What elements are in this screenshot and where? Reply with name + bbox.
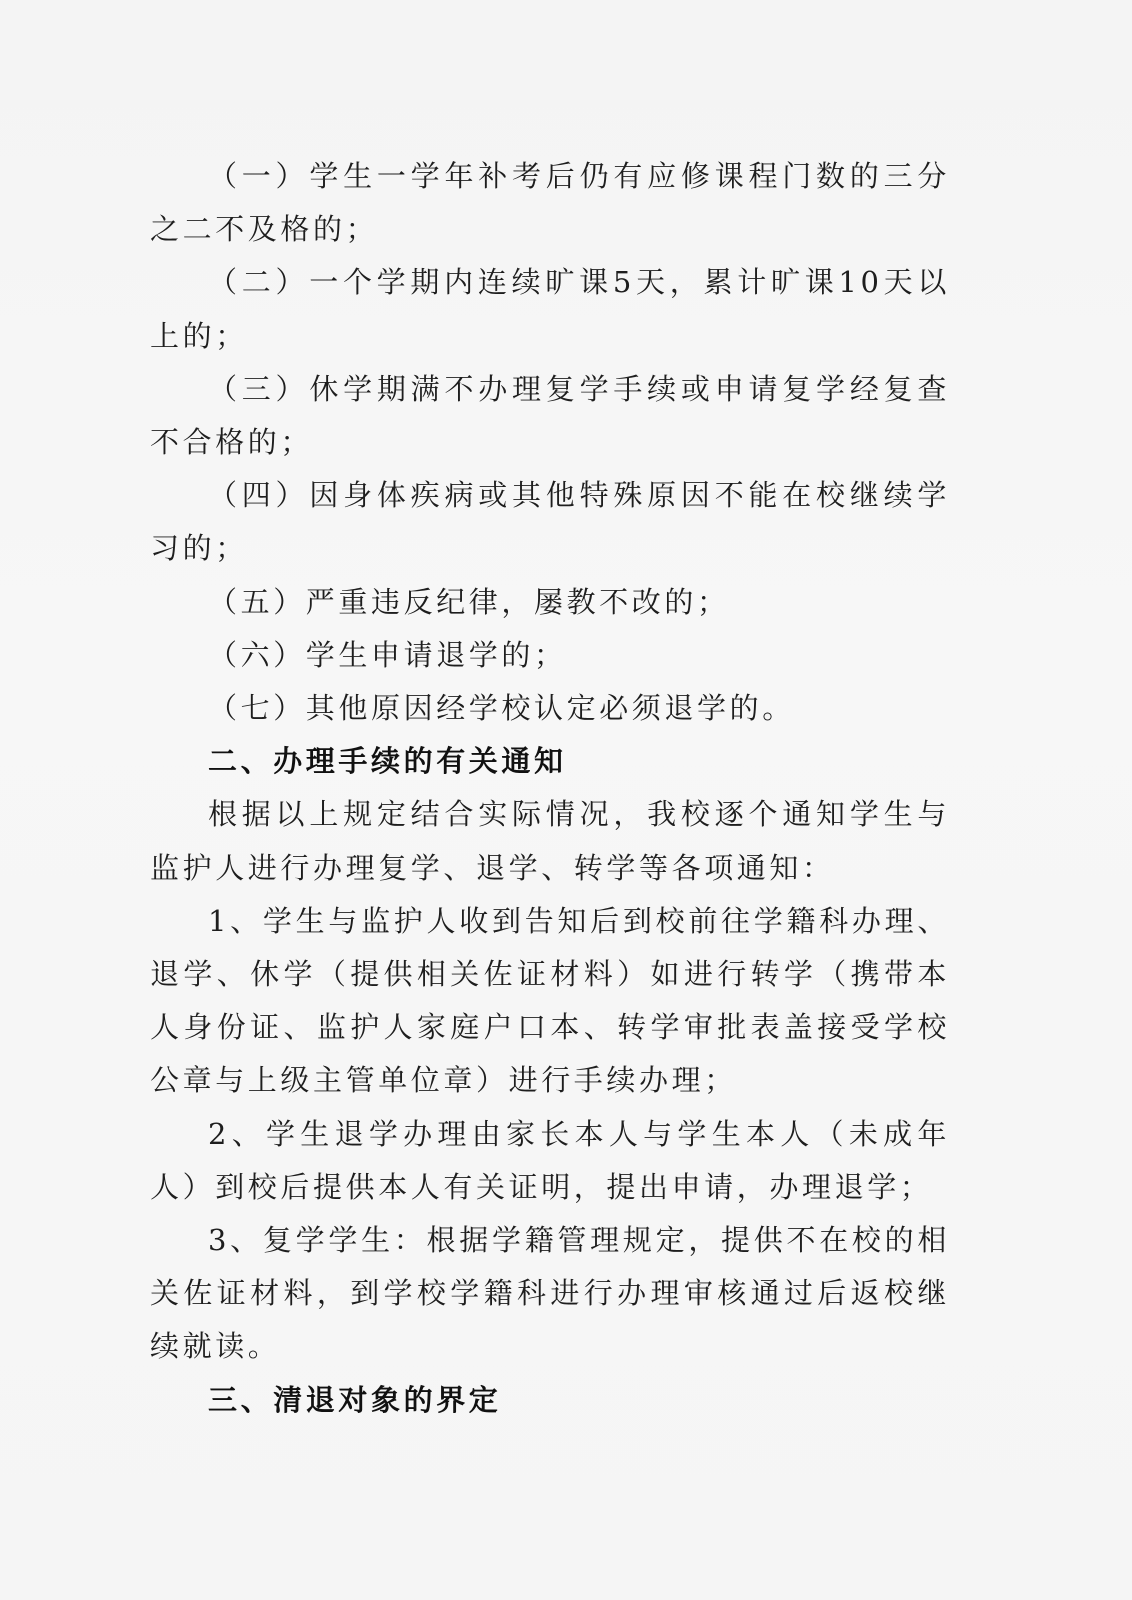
- section-heading-dismissal-criteria: 三、清退对象的界定: [208, 1382, 502, 1417]
- withdrawal-condition-1: （一）学生一学年补考后仍有应修课程门数的三分之二不及格的；: [150, 159, 950, 247]
- withdrawal-condition-6: （六）学生申请退学的；: [208, 637, 567, 672]
- withdrawal-condition-2: （二）一个学期内连续旷课5天，累计旷课10天以上的；: [150, 265, 950, 353]
- withdrawal-condition-4: （四）因身体疾病或其他特殊原因不能在校继续学习的；: [150, 478, 950, 566]
- document-body: [150, 150, 950, 1427]
- procedure-item-2: 2、学生退学办理由家长本人与学生本人（未成年人）到校后提供本人有关证明，提出申请，办理退学；: [150, 1116, 950, 1204]
- procedure-item-1: 1、学生与监护人收到告知后到校前往学籍科办理、退学、休学（提供相关佐证材料）如进行转学（携带本人身份证、监护人家庭户口本、转学审批表盖接受学校公章与上级主管单位章）进行手续办理；: [150, 903, 950, 1098]
- procedure-item-3: 3、复学学生：根据学籍管理规定，提供不在校的相关佐证材料，到学校学籍科进行办理审核通过后返校继续就读。: [150, 1223, 950, 1364]
- procedures-intro: 根据以上规定结合实际情况，我校逐个通知学生与监护人进行办理复学、退学、转学等各项通知：: [150, 797, 950, 885]
- section-heading-procedures: 二、办理手续的有关通知: [208, 744, 567, 779]
- withdrawal-condition-3: （三）休学期满不办理复学手续或申请复学经复查不合格的；: [150, 371, 950, 460]
- withdrawal-condition-7: （七）其他原因经学校认定必须退学的。: [208, 691, 795, 726]
- withdrawal-condition-5: （五）严重违反纪律，屡教不改的；: [208, 584, 730, 619]
